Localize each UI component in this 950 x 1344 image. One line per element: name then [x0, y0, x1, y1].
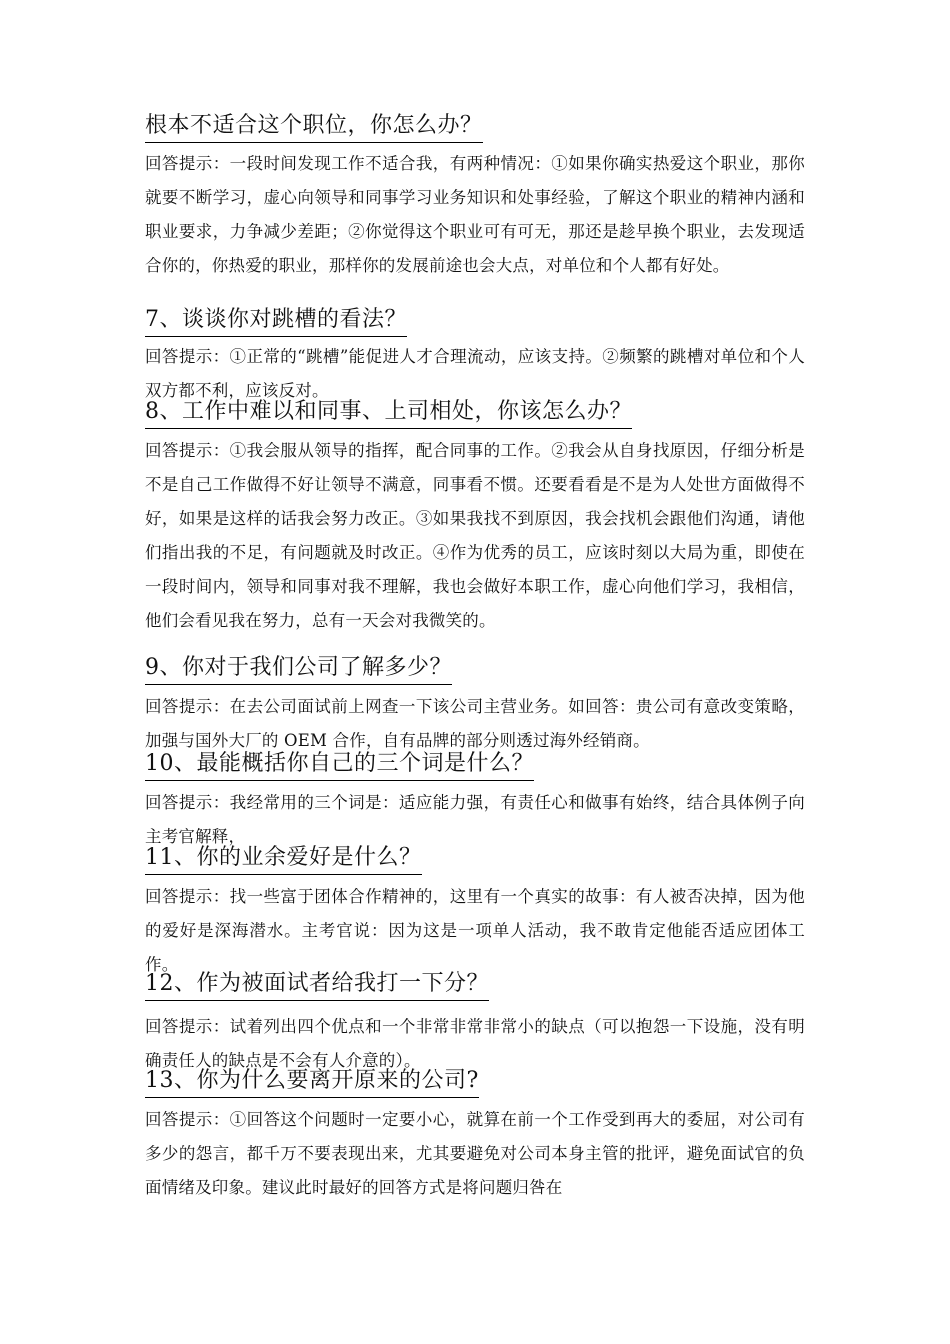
question-heading: 11、你的业余爱好是什么？ [145, 844, 422, 875]
section-7 [145, 970, 489, 1001]
question-heading: 13、你为什么要离开原来的公司? [145, 1067, 479, 1098]
answer-text: 回答提示：①正常的“跳槽”能促进人才合理流动，应该支持。②频繁的跳槽对单位和个人双方都不利，应该反对。 [145, 347, 805, 400]
question-heading: 12、作为被面试者给我打一下分？ [145, 970, 489, 1001]
answer-text: 回答提示：一段时间发现工作不适合我，有两种情况：①如果你确实热爱这个职业，那你就要不断学习，虚心向领导和同事学习业务知识和处事经验，了解这个职业的精神内涵和职业要求，力争减少差距；②你觉得这个职业可有可无，那还是趁早换个职业，去发现适合你的，你热爱的职业，那样你的发展前途也会大点，对单位和个人都有好处。 [145, 154, 805, 275]
question-heading: 根本不适合这个职位，你怎么办？ [145, 112, 483, 143]
section-1 [145, 112, 483, 143]
answer-text: 回答提示：试着列出四个优点和一个非常非常非常小的缺点（可以抱怨一下设施，没有明确责任人的缺点是不会有人介意的）。 [145, 1017, 805, 1070]
section-6 [145, 844, 422, 875]
answer-text: 回答提示：①回答这个问题时一定要小心，就算在前一个工作受到再大的委屈，对公司有多少的怨言，都千万不要表现出来，尤其要避免对公司本身主管的批评，避免面试官的负面情绪及印象。建议此时最好的回答方式是将问题归咎在 [145, 1110, 805, 1197]
answer-text: 回答提示：找一些富于团体合作精神的，这里有一个真实的故事：有人被否决掉，因为他的爱好是深海潜水。主考官说：因为这是一项单人活动，我不敢肯定他能否适应团体工作。 [145, 887, 805, 974]
answer-text: 回答提示：在去公司面试前上网查一下该公司主营业务。如回答：贵公司有意改变策略，加强与国外大厂的 OEM 合作，自有品牌的部分则透过海外经销商。 [145, 697, 805, 750]
answer-text: 回答提示：①我会服从领导的指挥，配合同事的工作。②我会从自身找原因，仔细分析是不是自己工作做得不好让领导不满意，同事看不惯。还要看看是不是为人处世方面做得不好，如果是这样的话我会努力改正。③如果我找不到原因，我会找机会跟他们沟通，请他们指出我的不足，有问题就及时改正。④作为优秀的员工，应该时刻以大局为重，即使在一段时间内，领导和同事对我不理解，我也会做好本职工作，虚心向他们学习，我相信，他们会看见我在努力，总有一天会对我微笑的。 [145, 441, 805, 630]
question-heading: 7、谈谈你对跳槽的看法？ [145, 306, 407, 337]
section-4 [145, 654, 452, 685]
section-2 [145, 306, 407, 337]
section-3 [145, 398, 632, 429]
section-8 [145, 1067, 479, 1098]
section-5 [145, 750, 534, 781]
question-heading: 10、最能概括你自己的三个词是什么？ [145, 750, 534, 781]
answer-text: 回答提示：我经常用的三个词是：适应能力强，有责任心和做事有始终，结合具体例子向主考官解释， [145, 793, 805, 846]
question-heading: 8、工作中难以和同事、上司相处，你该怎么办？ [145, 398, 632, 429]
question-heading: 9、你对于我们公司了解多少？ [145, 654, 452, 685]
